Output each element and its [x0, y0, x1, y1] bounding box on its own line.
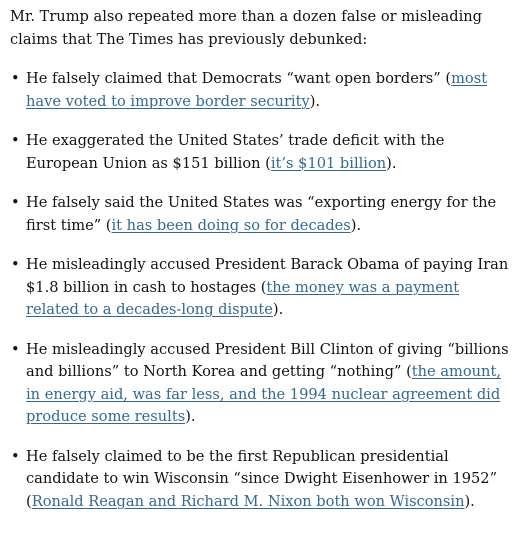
- claim-closing: ).: [272, 301, 284, 318]
- claim-closing: ).: [386, 154, 397, 172]
- fact-check-link[interactable]: it’s $101 billion: [270, 154, 387, 172]
- fact-check-link[interactable]: Ronald Reagan and Richard M. Nixon both won Wisconsin: [31, 492, 465, 510]
- fact-check-link[interactable]: the money was a payment related to a decades-long dispute: [26, 278, 460, 318]
- claim-text: He exaggerated the United States’ trade deficit with the European Union as $151 billion (: [26, 132, 445, 172]
- fact-check-link[interactable]: it has been doing so for decades: [111, 216, 351, 234]
- fact-check-link[interactable]: most have voted to improve border security: [26, 70, 488, 110]
- claim-item: [10, 446, 515, 514]
- claim-closing: ).: [464, 492, 475, 510]
- claim-text: He misleadingly accused President Barack Obama of paying Iran $1.8 billion in cash to hostages (: [26, 256, 509, 296]
- fact-check-link[interactable]: the amount, in energy aid, was far less, and the 1994 nuclear agreement did produce some results: [26, 363, 501, 425]
- claim-text: He falsely claimed that Democrats “want open borders” (: [26, 70, 452, 87]
- article-excerpt: [10, 6, 515, 530]
- claim-item: [10, 339, 515, 429]
- claim-text: He falsely said the United States was “exporting energy for the first time” (: [26, 194, 497, 234]
- claim-closing: ).: [185, 408, 196, 425]
- debunked-claims-list: [10, 68, 515, 513]
- claim-closing: ).: [350, 216, 362, 234]
- claim-closing: ).: [309, 92, 321, 110]
- claim-item: [10, 130, 515, 175]
- claim-item: [10, 254, 515, 322]
- claim-item: [10, 68, 515, 113]
- intro-paragraph: Mr. Trump also repeated more than a dozen false or misleading claims that The Times has previously debunked:: [10, 8, 482, 48]
- claim-text: He falsely claimed to be the first Republican presidential candidate to win Wisconsin “since Dwight Eisenhower in 1952” (: [26, 447, 498, 510]
- claim-item: [10, 192, 515, 237]
- claim-text: He misleadingly accused President Bill Clinton of giving “billions and billions” to North Korea and getting “nothing” (: [26, 340, 509, 380]
